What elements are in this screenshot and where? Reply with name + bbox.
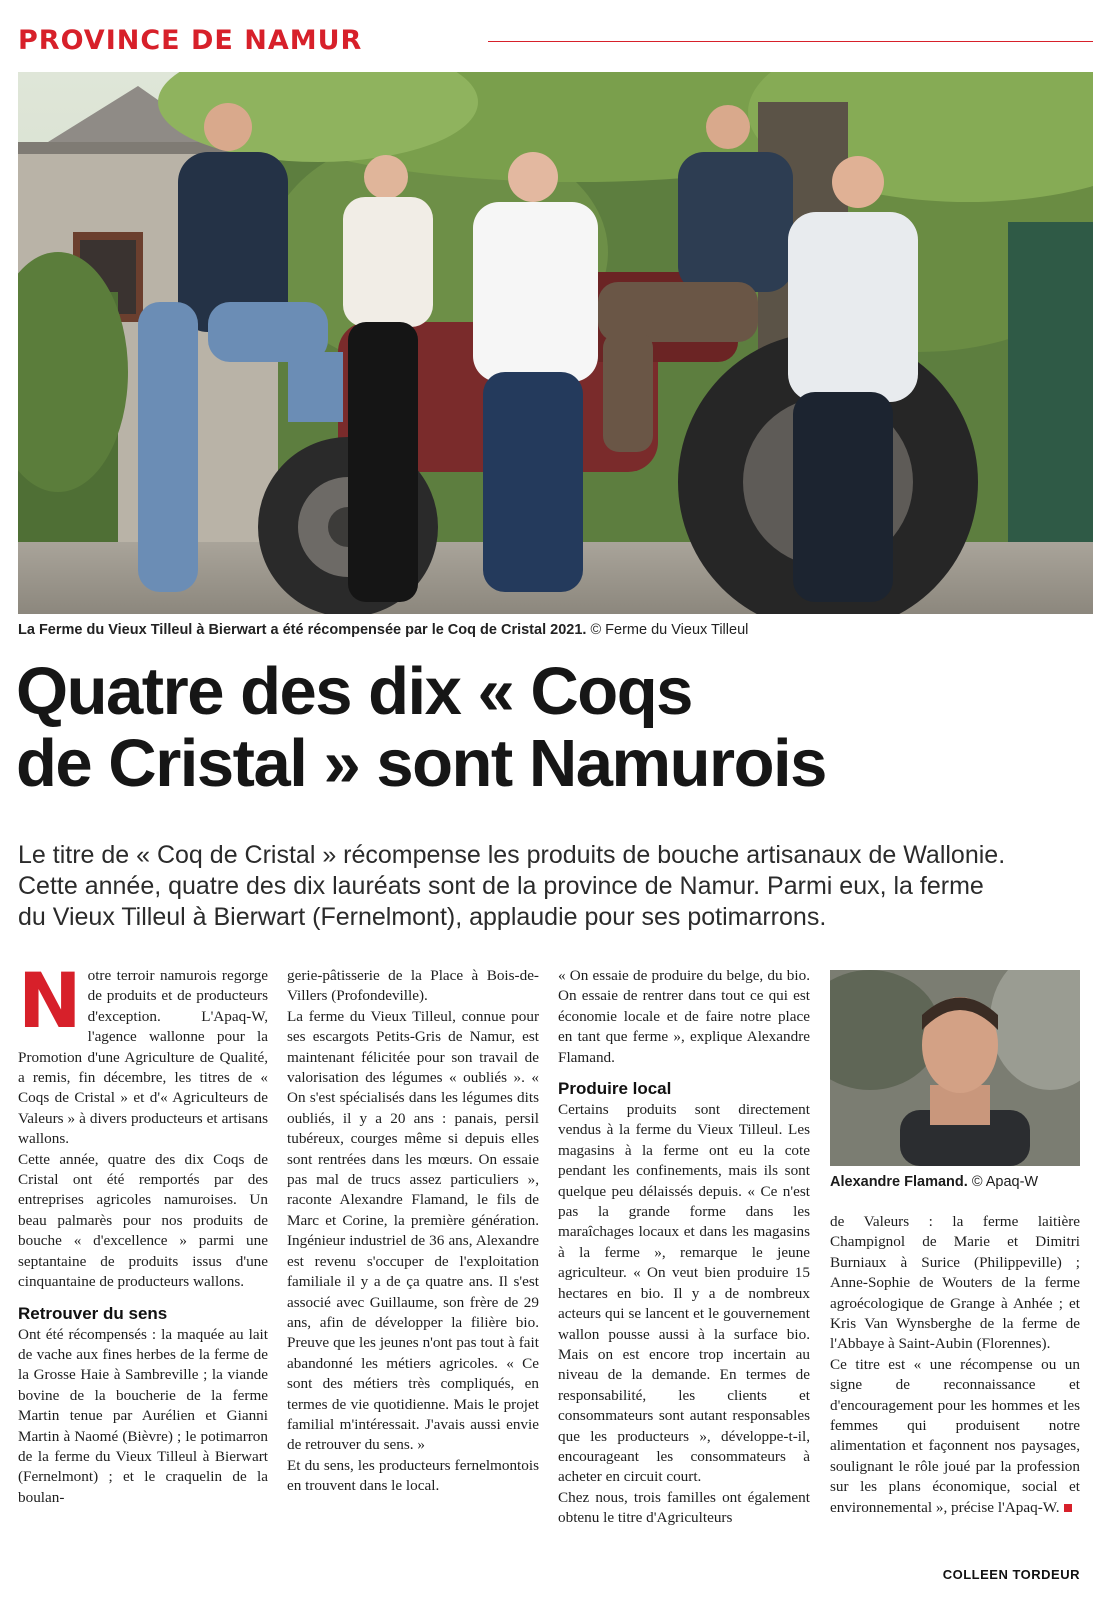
subhead-retrouver-du-sens: Retrouver du sens [18,1303,168,1323]
column4-paragraph-2 [830,1355,1080,1518]
lede-line-2: Cette année, quatre des dix lauréats sont de la province de Namur. Parmi eux, la ferme [18,872,984,900]
column3-paragraph-3: Chez nous, trois familles ont également obtenu le titre d'Agriculteurs [558,1488,810,1527]
photo-caption [18,620,748,640]
byline: COLLEEN TORDEUR [942,1567,1080,1582]
photo-caption-text: La Ferme du Vieux Tilleul à Bierwart a été récompensée par le Coq de Cristal 2021. [18,622,587,638]
column1-paragraph-1: otre terroir namurois regorge de produits et de producteurs d'exception. L'Apaq-W, l'agence wallonne pour la Promotion d'une Agriculture de Qualité, a remis, fin décembre, les titres de « Coqs de Cristal » et d'« Agriculteurs de Valeurs » à divers producteurs et artisans wallons. [18,967,268,1148]
column3-paragraph-2: Certains produits sont directement vendus à la ferme du Vieux Tilleul. Les magasins à la ferme ont eu la cote pendant les confinements, mais ils sont quelque peu délaissés depuis. « Ce n'est pas la grande forme dans les maraîchages locaux et dans les magasins à la ferme », remarque le jeune agriculteur. « On veut bien produire 15 hectares en bio. Il y a de nombreux acteurs qui se lancent et le gouvernement wallon pousse aussi à la surface bio. Mais on est encore trop incertain au niveau de la demande. En termes de responsabilité, les clients et consommateurs sont autant responsables que les producteurs », développe-t-il, encourageant les consommateurs à acheter en circuit court. [558,1101,810,1486]
end-mark-icon [1064,1504,1072,1512]
subhead-produire-local: Produire local [558,1079,672,1099]
column2-paragraph-1: gerie-pâtisserie de la Place à Bois-de-Villers (Profondeville). [287,967,539,1005]
portrait-caption-name: Alexandre Flamand. [830,1174,968,1190]
section-title: PROVINCE DE NAMUR [18,25,363,56]
headline-line-1: Quatre des dix « Coqs [16,654,692,729]
portrait-caption [830,1172,1038,1192]
section-rule [488,41,1093,42]
headline [16,656,1096,800]
column3-paragraph-1: « On essaie de produire du belge, du bio. On essaie de rentrer dans tout ce qui est économie locale et de faire notre place en tant que ferme », explique Alexandre Flamand. [558,967,810,1066]
article-column-2 [287,966,539,1497]
article-column-1 [18,956,268,1508]
article-column-4 [830,1212,1080,1518]
portrait-photo [830,970,1080,1166]
article-column-3 [558,966,810,1529]
column4-paragraph-2-text: Ce titre est « une récompense ou un signe de reconnaissance et d'encouragement pour les hommes et les femmes qui produisent notre alimentation et façonnent nos paysages, soulignant le rôle joué par la profession sur les plans économique, social et environnemental », précise l'Apaq-W. [830,1355,1080,1516]
headline-line-2: de Cristal » sont Namurois [16,726,826,801]
photo-credit: © Ferme du Vieux Tilleul [590,622,749,638]
column2-paragraph-2: La ferme du Vieux Tilleul, connue pour ses escargots Petits-Gris de Namur, est maintenant félicitée pour son travail de valorisation des légumes « oubliés ». « On s'est spécialisés dans les légumes dits oubliés, il y a 20 ans : panais, persil tubéreux, courges même si depuis elles sont rentrées dans les mœurs. On essaie pas mal de trucs assez particuliers », raconte Alexandre Flamand, le fils de Marc et Corine, la première génération. Ingénieur industriel de 36 ans, Alexandre est revenu s'occuper de l'exploitation familiale il y a de ça quatre ans. Il s'est associé avec Guillaume, son frère de 29 ans, afin de développer la filière bio. Preuve que les jeunes n'ont pas tout à fait abandonné les métiers agricoles. « Ce sont des métiers très compliqués, en termes de vie quotidienne. Mais le projet familial m'intéressait. J'avais aussi envie de retrouver du sens. » [287,1007,539,1454]
column2-paragraph-3: Et du sens, les producteurs fernelmontois en trouvent dans le local. [287,1456,539,1495]
lede-line-3: du Vieux Tilleul à Bierwart (Fernelmont), applaudie pour ses potimarrons. [18,903,827,931]
main-photo [18,72,1093,614]
portrait-credit: © Apaq-W [971,1174,1039,1190]
column1-paragraph-2: Cette année, quatre des dix Coqs de Cristal ont été remportés par des entreprises agricoles namuroises. Un beau palmarès pour nos produits de bouche « d'excellence » parmi une septantaine de produits issus d'une cinquantaine de producteurs wallons. [18,1150,268,1291]
drop-cap: N [18,956,82,1045]
section-header [18,22,1093,60]
lede [18,840,1098,933]
lede-line-1: Le titre de « Coq de Cristal » récompense les produits de bouche artisanaux de Wallonie. [18,841,1006,869]
column4-paragraph-1: de Valeurs : la ferme laitière Champignol de Marie et Dimitri Burniaux à Surice (Philippeville) ; Anne-Sophie de Wouters de la ferme agroécologique de Grange à Anhée ; et Kris Van Wynsberghe de la ferme de l'Abbaye à Saint-Aubin (Florennes). [830,1213,1080,1353]
column1-paragraph-3: Ont été récompensés : la maquée au lait de vache aux fines herbes de la ferme de la Grosse Haie à Sambreville ; la viande bovine de la boucherie de la ferme Martin tenue par Aurélien et Gianni Martin à Naomé (Bièvre) ; le potimarron de la ferme du Vieux Tilleul à Bierwart (Fernelmont) ; et le craquelin de la boulan- [18,1325,268,1506]
